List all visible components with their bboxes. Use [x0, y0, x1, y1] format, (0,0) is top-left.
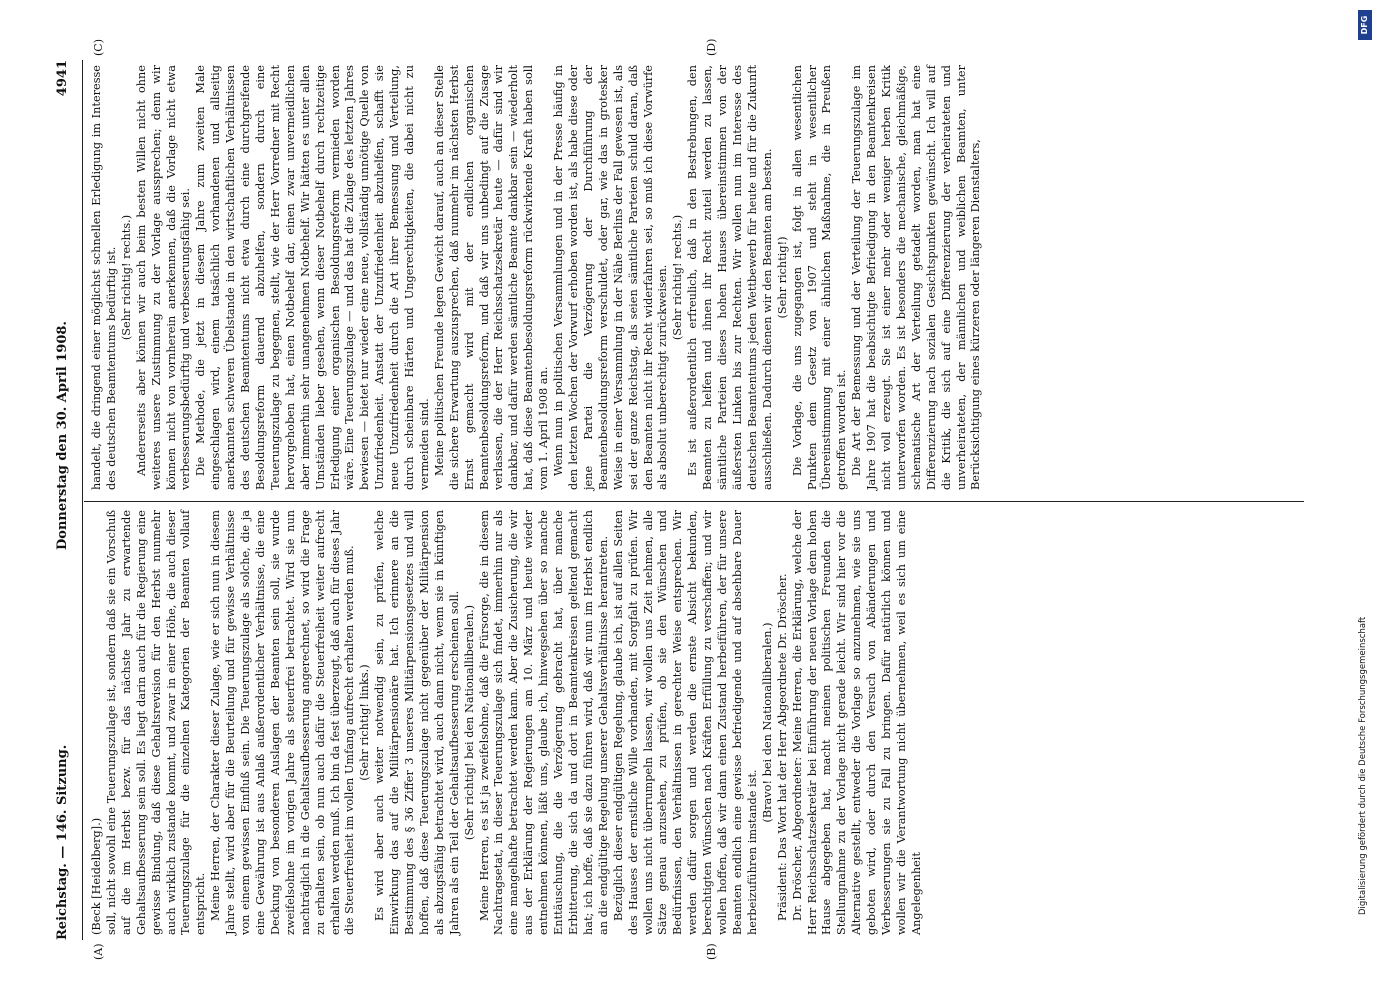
paragraph: Meine Herren, der Charakter dieser Zulage, wie er sich nun in diesem Jahre stellt, wird aber für die Beurteilung und für gewisse Verhältnisse von einem gewissen Einfluß sein. Die Teuerungszulage als solche, die ja eine Gewährung ist aus Anlaß außerordentlicher Verhältnisse, die eine Deckung von besonderen Auslagen der Beamten sein soll, sie wurde zweifelsohne im vorigen Jahre als steuerfrei betrachtet. Wird sie nun nachträglich in die Gehaltsaufbesserung angerechnet, so wird die Frage zu erhalten sein, ob nun auch dafür die Steuerfreiheit weiter aufrecht erhalten werden muß. Ich bin da fest überzeugt, daß auch für dieses Jahr die Steuerfreiheit im vollen Umfang aufrecht erhalten werden muß.	[209, 510, 357, 935]
paragraph: Die Vorlage, die uns zugegangen ist, folgt in allen wesentlichen Punkten dem Gesetz von 1907 und steht in wesentlicher Übereinstimmung mit einer ähnlichen Maßnahme, die in Preußen getroffen worden ist.	[790, 65, 849, 490]
page-header	[55, 60, 79, 940]
left-column	[90, 510, 925, 935]
paragraph: Wenn nun in politischen Versammlungen und in der Presse häufig in den letzten Wochen der Vorwurf erhoben worden ist, als habe diese oder jene Partei die Verzögerung der Durchführung der Beamtenbesoldungsreform verschuldet, oder gar, wie das in grotesker Weise in einer Versammlung in der Nähe Berlins der Fall gewesen ist, als sei der ganze Reichstag, als seien sämtliche Parteien schuld daran, daß den Beamten nicht ihr Recht widerfahren sei, so muß ich diese Vorwürfe als absolut unberechtigt zurückweisen.	[552, 65, 670, 490]
interjection: (Bravo! bei den Nationalliberalen.)	[760, 622, 774, 823]
paragraph: Andererseits aber können wir auch beim besten Willen nicht ohne weiteres unsere Zustimmung zu der Vorlage aussprechen; denn wir können nicht von vornherein anerkennen, daß die Vorlage nicht etwa verbesserungsbedürftig und verbesserungsfähig sei.	[134, 65, 193, 490]
header-session: Reichstag. — 146. Sitzung.	[55, 744, 70, 940]
interjection: (Sehr richtig! bei den Nationalliberalen.)	[462, 604, 476, 841]
president-line: Präsident: Das Wort hat der Herr Abgeordnete Dr. Dröscher.	[775, 573, 789, 921]
interjection: (Sehr richtig! rechts.)	[671, 214, 685, 341]
paragraph: Die Art der Bemessung und der Verteilung der Teuerungszulage im Jahre 1907 hat die beabsichtigte Befriedigung in den Beamtenkreisen nicht voll erzeugt. Sie ist einer mehr oder weniger herben Kritik unterworfen worden. Es ist besonders die mechanische, gleichmäßige, schematische Art der Verteilung getadelt worden, man hat eine Differenzierung nach sozialen Gesichtspunkten gewünscht. Ich will auf die Kritik, die sich auf eine Differenzierung der verheirateten und unverheirateten, der männlichen und weiblichen Beamten, unter Berücksichtigung eines kürzeren oder längeren Dienstalters,	[850, 65, 983, 490]
paragraph: Es wird aber auch weiter notwendig sein, zu prüfen, welche Einwirkung das auf die Militärpensionäre hat. Ich erinnere an die Bestimmung des § 36 Ziffer 3 unseres Militärpensionsgesetzes und will hoffen, daß diese Teuerungszulage nicht gegenüber der Militärpension als abzugsfähig betrachtet wird, auch dann nicht, wenn sie in künftigen Jahren als ein Teil der Gehaltsaufbesserung erscheinen soll.	[373, 510, 461, 935]
dfg-logo: DFG	[1358, 10, 1372, 40]
interjection: (Sehr richtig! links.)	[358, 664, 372, 781]
interjection: (Sehr richtig! rechts.)	[119, 214, 133, 341]
header-date: Donnerstag den 30. April 1908.	[55, 321, 70, 550]
paragraph: Meine Herren, es ist ja zweifelsohne, daß die Fürsorge, die in diesem Nachtragsetat, in dieser Teuerungszulage sich findet, immerhin nur als eine mangelhafte betrachtet werden kann. Aber die Zusicherung, die wir aus der Erklärung der Regierungen am 10. März und heute wieder entnehmen können, läßt uns, glaube ich, hinwegsehen über so manche Enttäuschung, die die Verzögerung gebracht hat, über manche Erbitterung, die sich da und dort in Beamtenkreisen geltend gemacht hat; ich hoffe, daß sie dazu führen wird, daß wir nun im Herbst endlich an die endgültige Regelung unserer Gehaltsverhältnisse herantreten.	[477, 510, 610, 935]
paragraph: soll, nicht sowohl eine Teuerungszulage ist, sondern daß sie ein Vorschuß auf die im Herbst bezw. für das nächste Jahr zu erwartende Gehaltsaufbesserung sein soll. Es liegt darin auch für die Regierung eine gewisse Bindung, daß diese Gehaltsrevision für den Herbst nunmehr auch wirklich zustande kommt, und zwar in einer Höhe, die auch dieser Teuerungszulage für die einzelnen Kategorien der Beamten vollauf entspricht.	[104, 510, 208, 935]
paragraph: Die Methode, die jetzt in diesem Jahre zum zweiten Male eingeschlagen wird, einem tatsächlich vorhandenen und allseitig anerkannten schweren Übelstande in den wirtschaftlichen Verhältnissen des deutschen Beamtentums nicht etwa durch eine durchgreifende Besoldungsreform dauernd abzuhelfen, sondern durch eine Teuerungszulage zu begegnen, stellt, wie der Herr Vorredner mit Recht hervorgehoben hat, einen Notbehelf dar, einen zwar unvermeidlichen aber immerhin sehr unangenehmen Notbehelf. Wir hätten es unter allen Umständen lieber gesehen, wenn dieser Notbehelf durch rechtzeitige Erledigung einer organischen Besoldungsreform vermieden worden wäre. Eine Teuerungszulage — und das hat die Zulage des letzten Jahres bewiesen — bietet nur wieder eine neue, vollständig unnötige Quelle von Unzufriedenheit. Anstatt der Unzufriedenheit abzuhelfen, schafft sie neue Unzufriedenheit durch die Art ihrer Bemessung und Verteilung, durch scheinbare Härten und Ungerechtigkeiten, die dabei nicht zu vermeiden sind.	[194, 65, 431, 490]
marker-a: (A)	[92, 943, 105, 960]
marker-d: (D)	[705, 38, 718, 56]
speaker-tag: (Beck [Heidelberg].)	[90, 817, 103, 935]
paragraph: handelt, die dringend einer möglichst schnellen Erledigung im Interesse des deutschen Beamtentums bedürftig ist.	[90, 65, 118, 490]
page-number: 4941	[55, 60, 70, 97]
paragraph: Es ist außerordentlich erfreulich, daß in den Bestrebungen, den Beamten zu helfen und ihnen ihr Recht zuteil werden zu lassen, sämtliche Parteien dieses hohen Hauses übereinstimmen von der äußersten Linken bis zur Rechten. Wir wollen nun im Interesse des deutschen Beamtentums jeden Wettbewerb für heute und für die Zukunft ausschließen. Dadurch dienen wir den Beamten am besten.	[686, 65, 774, 490]
digitization-credit: Digitalisierung gefördert durch die Deutsche Forschungsgemeinschaft	[1358, 616, 1368, 915]
marker-b: (B)	[705, 943, 718, 960]
paragraph: Dr. Dröscher, Abgeordneter: Meine Herren, die Erklärung, welche der Herr Reichsschatzsekretär bei Einführung der neuen Vorlage dem hohen Hause abgegeben hat, macht meinen politischen Freunden die Stellungnahme zu der Vorlage nicht gerade leicht. Wir sind hier vor die Alternative gestellt, entweder die Vorlage so anzunehmen, wie sie uns geboten wird, oder durch den Versuch von Abänderungen und Verbesserungen sie zu Fall zu bringen. Dafür natürlich können und wollen wir die Verantwortung nicht übernehmen, weil es sich um eine Angelegenheit	[790, 510, 923, 935]
column-divider	[84, 501, 1304, 502]
marker-c: (C)	[92, 39, 105, 56]
paragraph: Bezüglich dieser endgültigen Regelung, glaube ich, ist auf allen Seiten des Hauses der ernstliche Wille vorhanden, mit Sorgfalt zu prüfen. Wir wollen uns nicht überrumpeln lassen, wir wollen uns Zeit nehmen, alle Sätze genau anzusehen, zu prüfen, ob sie den Wünschen und Bedürfnissen, den Verhältnissen in gerechter Weise entsprechen. Wir werden dafür sorgen und werden die ernste Absicht bekunden, berechtigten Wünschen nach Kräften Erfüllung zu verschaffen; und wir wollen hoffen, daß wir dann einen Zustand herbeiführen, der für unsere Beamten endlich eine gewisse befriedigende und auf absehbare Dauer herbeizuführen imstande ist.	[611, 510, 759, 935]
paragraph: Meine politischen Freunde legen Gewicht darauf, auch an dieser Stelle die sichere Erwartung auszusprechen, daß nunmehr im nächsten Herbst Ernst gemacht wird mit der endlichen organischen Beamtenbesoldungsreform, und daß wir uns unbedingt auf die Zusage verlassen, die der Herr Reichsschatzsekretär heute — dafür sind wir dankbar, und dafür werden sämtliche Beamte dankbar sein — wiederholt hat, daß diese Beamtenbesoldungsreform rückwirkende Kraft haben soll vom 1. April 1908 an.	[432, 65, 551, 490]
header-rule	[82, 60, 83, 940]
right-column	[90, 65, 984, 490]
interjection: (Sehr richtig!)	[775, 236, 789, 319]
